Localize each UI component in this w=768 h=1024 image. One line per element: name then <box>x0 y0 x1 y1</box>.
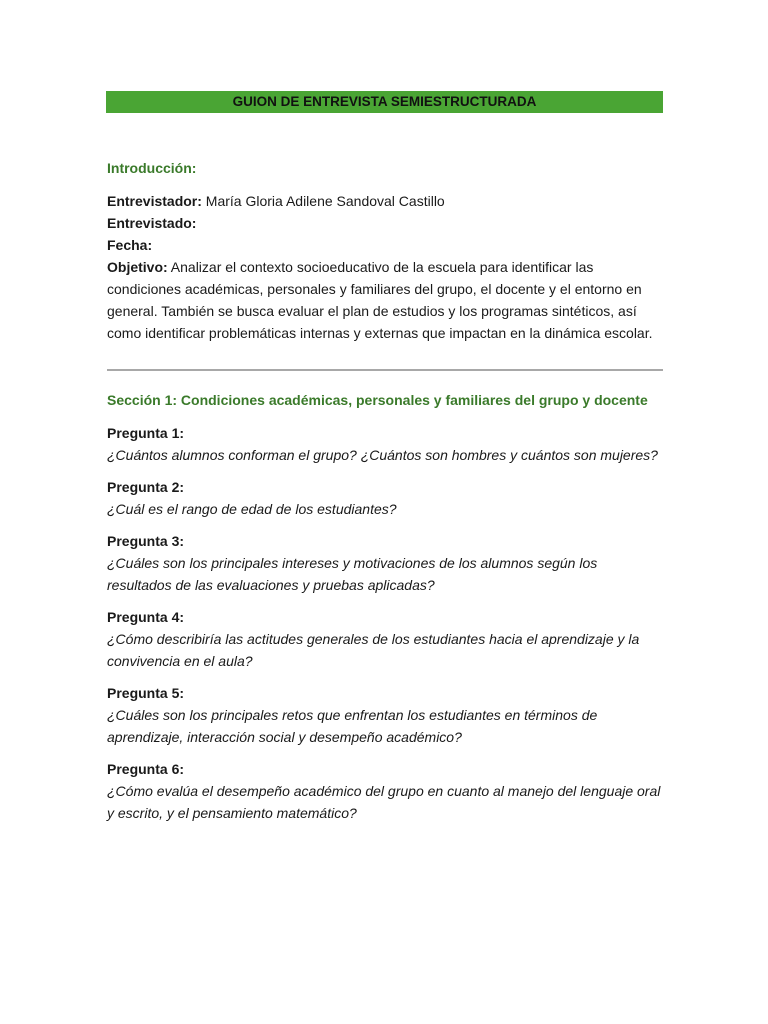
document-title: GUION DE ENTREVISTA SEMIESTRUCTURADA <box>106 91 663 113</box>
question-label: Pregunta 2: <box>107 479 185 495</box>
question-item <box>107 476 663 520</box>
questions-list <box>107 422 663 824</box>
question-item <box>107 530 663 596</box>
interviewer-label: Entrevistador: <box>107 193 202 209</box>
question-item <box>107 606 663 672</box>
interview-meta <box>107 190 663 344</box>
question-label: Pregunta 1: <box>107 425 185 441</box>
question-text: ¿Cómo describiría las actitudes generales de los estudiantes hacia el aprendizaje y la convivencia en el aula? <box>107 631 640 669</box>
section-divider <box>107 369 663 371</box>
document-page <box>107 91 663 834</box>
question-text: ¿Cómo evalúa el desempeño académico del grupo en cuanto al manejo del lenguaje oral y escrito, y el pensamiento matemático? <box>107 783 661 821</box>
question-label: Pregunta 5: <box>107 685 185 701</box>
question-label: Pregunta 6: <box>107 761 185 777</box>
question-item <box>107 682 663 748</box>
question-text: ¿Cuáles son los principales retos que enfrentan los estudiantes en términos de aprendizaje, interacción social y desempeño académico? <box>107 707 598 745</box>
interviewee-row <box>107 212 663 234</box>
section-1-heading: Sección 1: Condiciones académicas, personales y familiares del grupo y docente <box>107 392 648 408</box>
date-label: Fecha: <box>107 237 153 253</box>
interviewer-value: María Gloria Adilene Sandoval Castillo <box>201 193 445 209</box>
question-label: Pregunta 4: <box>107 609 185 625</box>
question-text: ¿Cuál es el rango de edad de los estudiantes? <box>107 501 397 517</box>
interviewee-label: Entrevistado: <box>107 215 197 231</box>
objective-row <box>107 256 663 344</box>
intro-heading: Introducción: <box>107 160 197 176</box>
objective-value: Analizar el contexto socioeducativo de la escuela para identificar las condiciones académicas, personales y familiares del grupo, el docente y el entorno en general. También se busca evaluar el plan de estudios y los programas sintéticos, así como identificar problemáticas internas y externas que impactan en la dinámica escolar. <box>107 259 653 341</box>
question-text: ¿Cuántos alumnos conforman el grupo? ¿Cuántos son hombres y cuántos son mujeres? <box>107 447 658 463</box>
objective-label: Objetivo: <box>107 259 168 275</box>
interviewer-row <box>107 190 663 212</box>
question-label: Pregunta 3: <box>107 533 185 549</box>
question-item <box>107 422 663 466</box>
question-text: ¿Cuáles son los principales intereses y motivaciones de los alumnos según los resultados de las evaluaciones y pruebas aplicadas? <box>107 555 598 593</box>
date-row <box>107 234 663 256</box>
question-item <box>107 758 663 824</box>
